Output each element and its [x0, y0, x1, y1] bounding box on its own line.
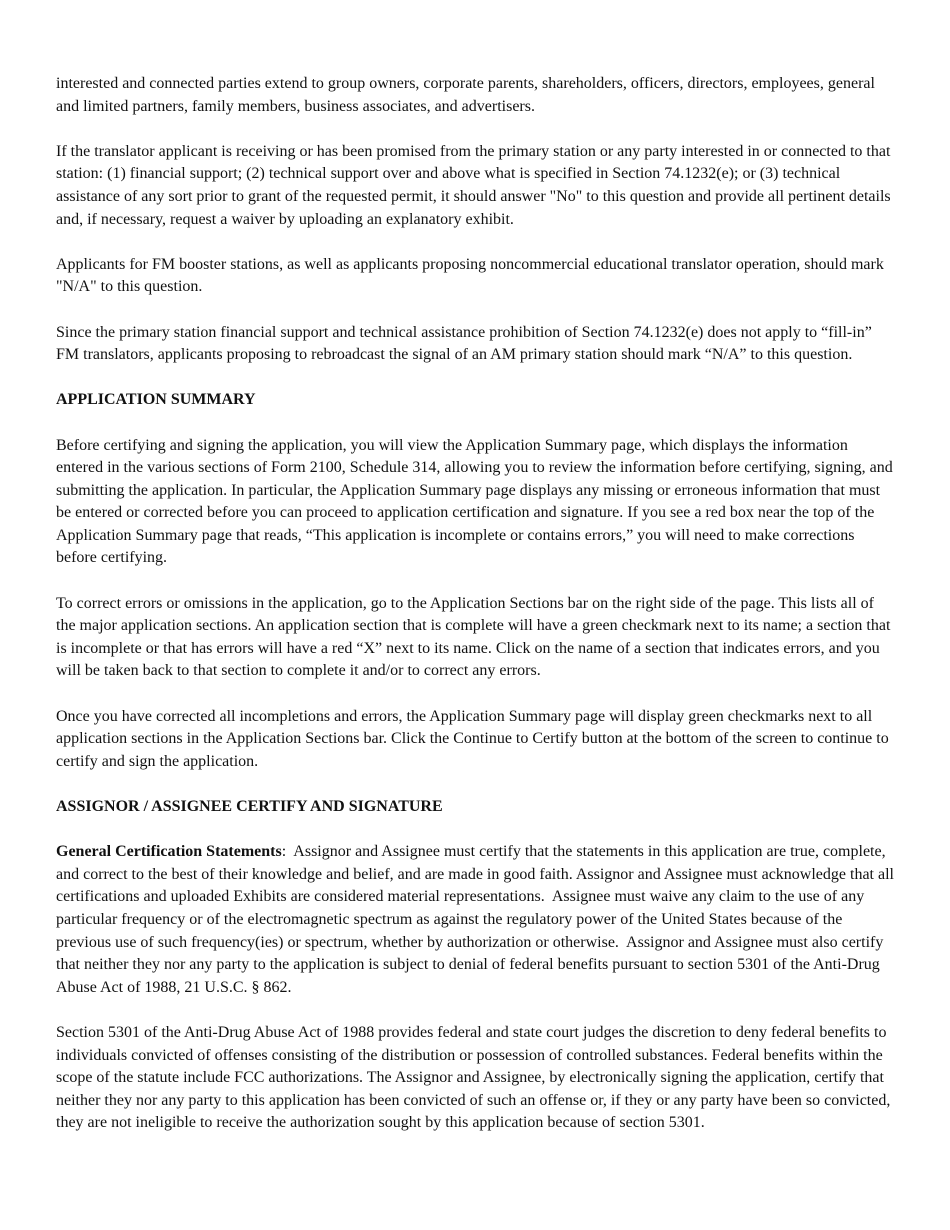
- paragraph-interested-parties: interested and connected parties extend to group owners, corporate parents, shareholders, officers, directors, employees, general and limited partners, family members, business associates, and advertisers.: [56, 75, 875, 115]
- paragraph-fm-booster: Applicants for FM booster stations, as well as applicants proposing noncommercial educational translator operation, should mark "N/A" to this question.: [56, 255, 884, 296]
- general-certification-colon: :: [281, 843, 287, 861]
- paragraph-summary-correct-errors: To correct errors or omissions in the application, go to the Application Sections bar on the right side of the page. This lists all of the major application sections. An application section that is complete will have a green checkmark next to its name; a section that is incomplete or that has errors will have a red “X” next to its name. Click on the name of a section that indicates errors, and you will be taken back to that section to complete it and/or to correct any errors.: [56, 594, 891, 680]
- paragraph-translator-support: If the translator applicant is receiving or has been promised from the primary station or any party interested in or connected to that station: (1) financial support; (2) technical support over and above what is specified in Section 74.1232(e); or (3) technical assistance of any sort prior to grant of the requested permit, it should answer "No" to this question and provide all pertinent details and, if necessary, request a waiver by uploading an explanatory exhibit.: [56, 142, 891, 228]
- paragraph-summary-review: Before certifying and signing the application, you will view the Application Summary page, which displays the information entered in the various sections of Form 2100, Schedule 314, allowing you to review the information before certifying, signing, and submitting the application. In particular, the Application Summary page displays any missing or erroneous information that must be entered or corrected before you can proceed to application certification and signature. If you see a red box near the top of the Application Summary page that reads, “This application is incomplete or contains errors,” you will need to make corrections before certifying.: [56, 436, 893, 567]
- paragraph-fill-in-translators: Since the primary station financial support and technical assistance prohibition of Section 74.1232(e) does not apply to “fill-in” FM translators, applicants proposing to rebroadcast the signal of an AM primary station should mark “N/A” to this question.: [56, 323, 872, 364]
- paragraph-general-certification: [56, 841, 898, 999]
- heading-application-summary: APPLICATION SUMMARY: [56, 391, 256, 409]
- heading-certify-signature: ASSIGNOR / ASSIGNEE CERTIFY AND SIGNATURE: [56, 798, 443, 815]
- paragraph-section-5301: Section 5301 of the Anti-Drug Abuse Act of 1988 provides federal and state court judges the discretion to deny federal benefits to individuals convicted of offenses consisting of the distribution or possession of controlled substances. Federal benefits within the scope of the statute include FCC authorizations. The Assignor and Assignee, by electronically signing the application, certify that neither they nor any party to this application has been convicted of such an offense or, if they or any party have been so convicted, they are not ineligible to receive the authorization sought by this application because of section 5301.: [56, 1023, 891, 1132]
- general-certification-text: Assignor and Assignee must certify that the statements in this application are true, complete, and correct to the best of their knowledge and belief, and are made in good faith. Assignor and Assignee must acknowledge that all certifications and uploaded Exhibits are considered material representations. Assignee must waive any claim to the use of any particular frequency or of the electromagnetic spectrum as against the regulatory power of the United States because of the previous use of such frequency(ies) or spectrum, whether by authorization or otherwise. Assignor and Assignee must also certify that neither they nor any party to the application is subject to denial of federal benefits pursuant to section 5301 of the Anti-Drug Abuse Act of 1988, 21 U.S.C. § 862.: [56, 843, 898, 996]
- paragraph-summary-continue: Once you have corrected all incompletions and errors, the Application Summary page will display green checkmarks next to all application sections in the Application Sections bar. Click the Continue to Certify button at the bottom of the screen to continue to certify and sign the application.: [56, 707, 889, 770]
- general-certification-label: General Certification Statements: [56, 843, 282, 861]
